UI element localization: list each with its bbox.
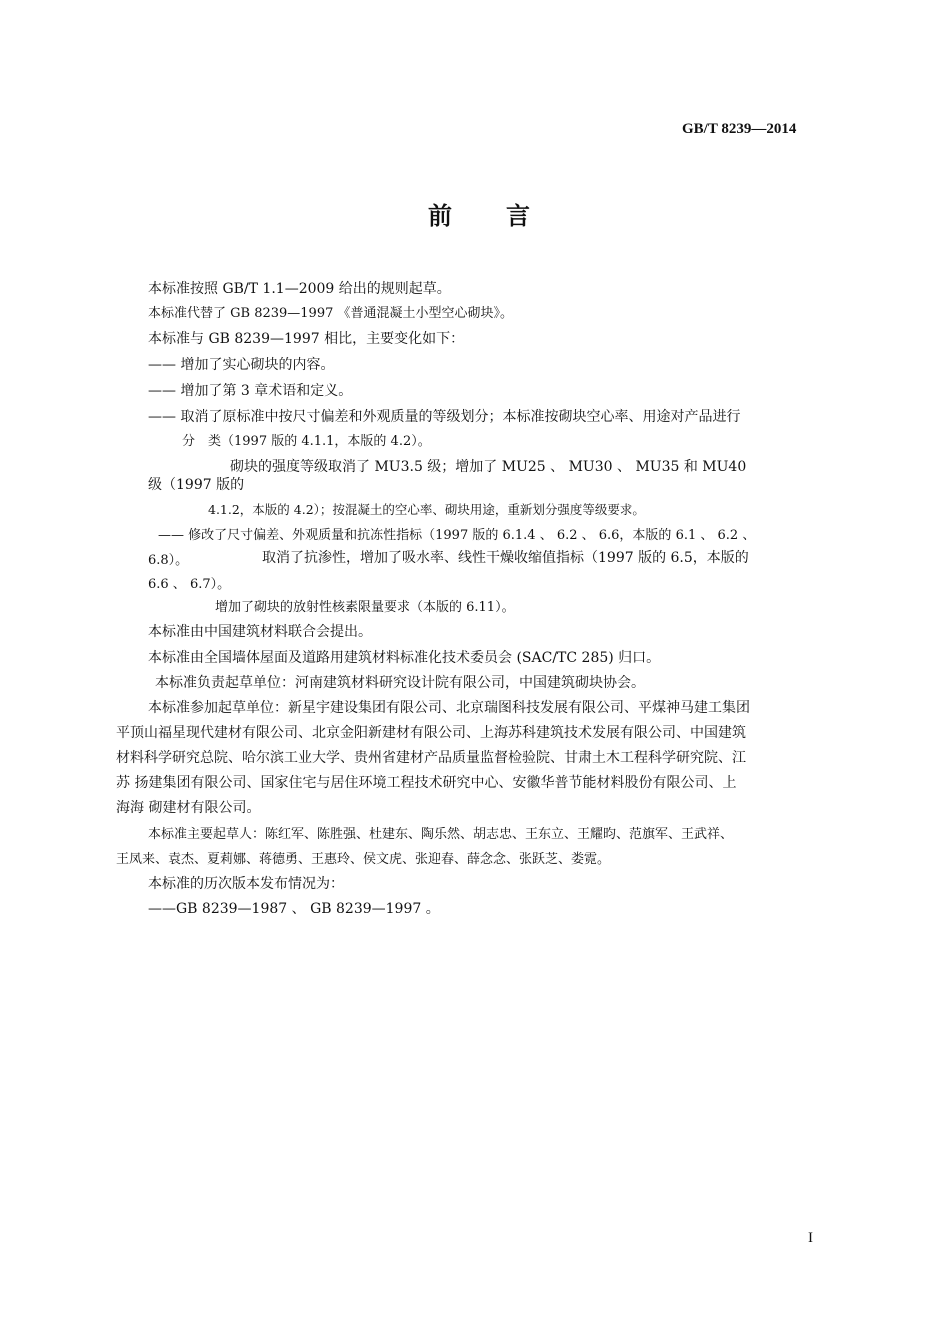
line-change-permeability-ref: 6.6 、 6.7）。: [148, 577, 231, 592]
line-participating-drafters-4: 苏 扬建集团有限公司、国家住宅与居住环境工程技术研究中心、安徽华普节能材料股份有限公司、上: [116, 775, 737, 791]
line-centralized-by: 本标准由全国墙体屋面及道路用建筑材料标准化技术委员会 (SAC/TC 285) 归口。: [148, 650, 661, 666]
line-replaces: 本标准代替了 GB 8239—1997 《普通混凝土小型空心砌块》。: [148, 306, 514, 321]
standard-code: GB/T 8239—2014: [682, 121, 797, 137]
title-char-2: 言: [506, 202, 530, 230]
line-version-history-list: ——GB 8239—1987 、 GB 8239—1997 。: [148, 901, 440, 917]
line-participating-drafters: 本标准参加起草单位：新星宇建设集团有限公司、北京瑞图科技发展有限公司、平煤神马建工集团: [148, 700, 750, 716]
line-participating-drafters-2: 平顶山福星现代建材有限公司、北京金阳新建材有限公司、上海苏科建筑技术发展有限公司、中国建筑: [116, 725, 746, 741]
line-drafting-rules: 本标准按照 GB/T 1.1—2009 给出的规则起草。: [148, 281, 451, 297]
line-change-tolerance-ref: 6.8）。: [148, 553, 189, 568]
line-participating-drafters-3: 材料科学研究总院、哈尔滨工业大学、贵州省建材产品质量监督检验院、甘肃土木工程科学研究院、江: [116, 750, 746, 766]
line-change-grading: —— 取消了原标准中按尺寸偏差和外观质量的等级划分；本标准按砌块空心率、用途对产品进行: [148, 409, 741, 425]
line-change-radioactivity: 增加了砌块的放射性核素限量要求（本版的 6.11）。: [215, 600, 515, 615]
line-responsible-drafter: 本标准负责起草单位：河南建筑材料研究设计院有限公司，中国建筑砌块协会。: [155, 675, 645, 691]
title-char-1: 前: [428, 202, 452, 230]
line-change-terms: —— 增加了第 3 章术语和定义。: [148, 383, 353, 399]
line-change-grading-cont: 分 类（1997 版的 4.1.1，本版的 4.2）。: [182, 434, 431, 449]
page-title: [428, 196, 530, 231]
line-version-history: 本标准的历次版本发布情况为：: [148, 876, 344, 892]
line-main-changes: 本标准与 GB 8239—1997 相比，主要变化如下：: [148, 331, 465, 347]
page-number: I: [808, 1230, 813, 1246]
line-strength-grade-ref: 4.1.2，本版的 4.2）；按混凝土的空心率、砌块用途，重新划分强度等级要求。: [208, 502, 645, 517]
line-main-drafters: 本标准主要起草人：陈红军、陈胜强、杜建东、陶乐然、胡志忠、王东立、王耀昀、范旗军、王武祥、: [148, 827, 734, 842]
line-change-solid-block: —— 增加了实心砌块的内容。: [148, 357, 335, 373]
line-change-tolerance: —— 修改了尺寸偏差、外观质量和抗冻性指标（1997 版的 6.1.4 、 6.2 、 6.6，本版的 6.1 、 6.2 、: [158, 528, 756, 543]
line-proposed-by: 本标准由中国建筑材料联合会提出。: [148, 624, 372, 640]
line-participating-drafters-5: 海海 砌建材有限公司。: [116, 800, 261, 816]
line-strength-grade: 砌块的强度等级取消了 MU3.5 级；增加了 MU25 、 MU30 、 MU35 和 MU40: [230, 459, 747, 475]
line-strength-grade-cont: 级（1997 版的: [148, 477, 245, 493]
line-main-drafters-2: 王凤来、袁杰、夏莉娜、蒋德勇、王惠玲、侯文虎、张迎春、薛念念、张跃芝、娄霓。: [116, 852, 611, 867]
line-change-permeability: 取消了抗渗性，增加了吸水率、线性干燥收缩值指标（1997 版的 6.5，本版的: [262, 550, 749, 566]
